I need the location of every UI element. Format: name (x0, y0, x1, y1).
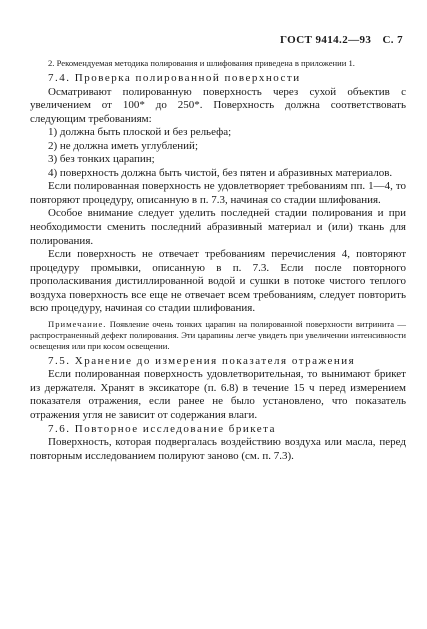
requirement-item-4: 4) поверхность должна быть чистой, без пятен и абразивных материалов. (48, 166, 393, 179)
note-label: Примечание. (48, 318, 107, 329)
section-7-4-intro: Осматривают полированную поверхность через сухой объектив с увеличением от 100* до 250*. Поверхность должна соответствовать следующим требованиям: (30, 85, 406, 125)
note-text: Появление очень тонких царапин на полированной поверхности витринита — распространенный дефект полирования. Эти царапины легче увидеть при увеличении интенсивности освещения или при косом освещении. (30, 318, 406, 351)
requirement-item-3: 3) без тонких царапин; (48, 153, 155, 166)
top-footnote: 2. Рекомендуемая методика полирования и шлифования приведена в приложении 1. (48, 58, 355, 68)
page-content (30, 58, 406, 463)
section-7-6-heading: 7.6. Повторное исследование брикета (48, 422, 277, 435)
page-number: С. 7 (382, 34, 403, 46)
section-7-5-para: Если полированная поверхность удовлетворительная, то вынимают брикет из держателя. Хранят в эксикаторе (п. 6.8) в течение 15 ч перед измерением показателя отражения, если ранее не было установлено, что показатель отражения угля не зависит от содержания влаги. (30, 368, 406, 422)
requirement-item-1: 1) должна быть плоской и без рельефа; (48, 126, 232, 139)
section-7-4-note (30, 319, 406, 352)
section-7-4-heading: 7.4. Проверка полированной поверхности (48, 72, 301, 84)
section-7-4-para-1: Если полированная поверхность не удовлетворяет требованиям пп. 1—4, то повторяют процедуру, описанную в п. 7.3, начиная со стадии шлифования. (30, 180, 406, 206)
standard-number: ГОСТ 9414.2—93 (280, 34, 372, 46)
page-header (280, 34, 403, 46)
section-7-5-heading: 7.5. Хранение до измерения показателя отражения (48, 354, 356, 367)
section-7-4-para-2: Особое внимание следует уделить последней стадии полирования и при необходимости сменить последний абразивный материал и (или) ткань для полирования. (30, 207, 406, 247)
section-7-4-para-3: Если поверхность не отвечает требованиям перечисления 4, повторяют процедуру промывки, описанную в п. 7.3. Если после повторного прополаскивания дистиллированной водой и сушки в потоке чистого теплого воздуха поверхность все еще не отвечает всем требованиям, следует повторить всю процедуру, начиная со стадии шлифования. (30, 248, 406, 315)
requirement-item-2: 2) не должна иметь углублений; (48, 139, 199, 152)
section-7-6-para: Поверхность, которая подвергалась воздействию воздуха или масла, перед повторным исследованием полируют заново (см. п. 7.3). (30, 436, 406, 462)
